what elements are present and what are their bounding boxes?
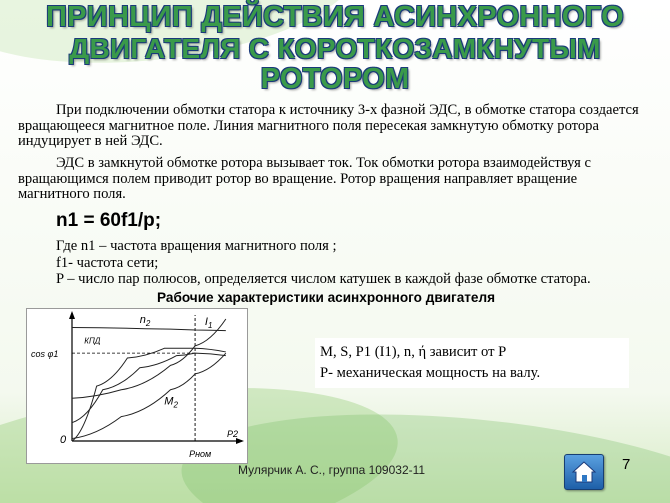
formula: n1 = 60f1/p; [56,210,162,231]
paragraph-1-text: При подключении обмотки статора к источнику 3-х фазной ЭДС, в обмотке статора создается вращающееся магнитное поле. Линия магнитного поля пересекая замкнутую обмотку ротора индуцирует в ней ЭДС. [18,102,639,149]
chart-svg [27,309,247,463]
paragraph-stator [18,103,650,150]
title-line-1: ПРИНЦИП ДЕЙСТВИЯ АСИНХРОННОГО [46,1,624,33]
page-number: 7 [622,456,631,473]
series-line-1 [72,319,226,398]
definition-n1: Где n1 – частота вращения магнитного поля ; [56,238,337,254]
characteristics-chart [26,308,248,464]
definition-p-text: P – число пар полюсов, определяется числом катушек в каждой фазе обмотке статора. [56,271,591,287]
title-line-2: ДВИГАТЕЛЯ С КОРОТКОЗАМКНУТЫМ [69,33,601,64]
title-line-3: РОТОРОМ [260,63,410,95]
formula-definitions [18,238,650,288]
x-tick-zero: 0 [60,434,67,446]
power-definition: P- механическая мощность на валу. [320,365,541,381]
label-i1: $I_1$ [204,316,213,330]
paragraph-rotor [18,156,650,203]
chart-heading: Рабочие характеристики асинхронного двигателя [157,290,496,305]
series-line-2 [72,348,226,441]
label-m2: $M_2$ [164,395,178,410]
y-tick-cos: cos φ1 [31,349,59,360]
label-n2: $n_2$ [139,314,151,329]
y-axis-arrow [69,311,75,319]
definition-f1: f1- частота сети; [56,254,159,271]
dependency-text [320,342,540,384]
definition-p [18,271,650,288]
label-efficiency: КПД [84,336,101,346]
home-icon [565,455,603,489]
x-axis-label: P2 [227,429,239,439]
series-line-3 [72,353,226,423]
slide-title [10,2,660,95]
paragraph-2-text: ЭДС в замкнутой обмотке ротора вызывает ток. Ток обмотки ротора взаимодействуя с вращающимся полем приводит ротор во вращение. Ротор вращения направляет вращение магнитного поля. [18,155,591,202]
dependency-line: M, S, P1 (I1), n, ή зависит от P [320,344,507,360]
x-tick-pnom: Pном [189,449,212,459]
home-button[interactable] [564,454,604,490]
footer-author: Мулярчик А. С., группа 109032-11 [238,463,426,477]
